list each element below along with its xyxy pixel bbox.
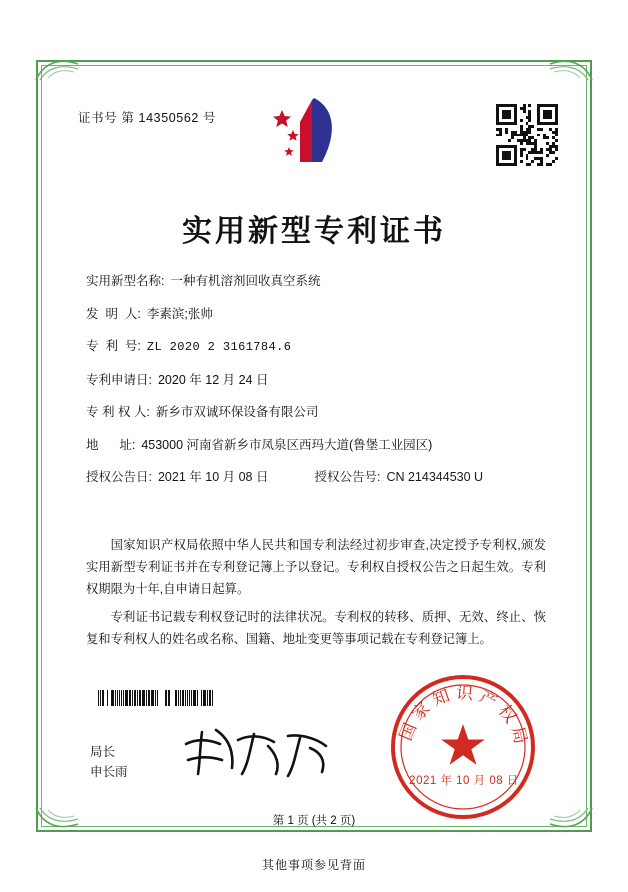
signatory-title: 局长 [90,745,116,759]
field-list [86,272,546,501]
page-title: 实用新型专利证书 [182,214,446,249]
page-number: 第 1 页 (共 2 页) [272,815,356,827]
handwritten-signature-icon [176,724,336,780]
field-value: 新乡市双诚环保设备有限公司 [155,405,319,419]
grant-date-segment [86,468,268,487]
field-label: 专 利 权 人: [86,405,150,419]
field-value: 2020 年 12 月 24 日 [157,372,269,387]
field-row-patentee [86,403,546,422]
field-label: 授权公告号: [314,470,381,484]
field-value: 2021 年 10 月 08 日 [157,470,269,484]
field-label: 授权公告日: [86,470,152,484]
paragraph-registry: 专利证书记载专利权登记时的法律状况。专利权的转移、质押、无效、终止、恢复和专利权人的姓名或名称、国籍、地址变更等事项记载在专利登记簿上。 [86,610,546,646]
field-row-patent-number [86,337,546,357]
barcode-icon [98,690,222,706]
field-row-application-date [86,371,546,390]
field-value: 453000 河南省新乡市凤泉区西玛大道(鲁堡工业园区) [141,437,433,452]
patent-office-logo-icon [268,92,360,172]
field-label: 发 明 人: [86,306,141,321]
field-row-grant-info [86,468,546,487]
signatory-name: 申长雨 [90,765,128,779]
field-row-name [86,272,546,291]
field-value: CN 214344530 U [386,470,484,484]
field-label: 实用新型名称: [86,274,165,288]
qr-code-icon [496,104,558,166]
field-row-address [86,436,546,455]
legal-text-block [86,534,546,656]
field-label: 专利申请日: [86,372,152,387]
grant-number-segment [314,468,483,487]
field-value: 一种有机溶剂回收真空系统 [170,274,321,288]
official-red-seal-icon [388,672,538,822]
paragraph-grant: 国家知识产权局依照中华人民共和国专利法经过初步审查,决定授予专利权,颁发实用新型专利证书并在专利登记簿上予以登记。专利权自授权公告之日起生效。专利权期限为十年,自申请日起算。 [86,538,546,596]
corner-ornament-top-right [548,56,594,82]
field-value: ZL 2020 2 3161784.6 [146,340,292,354]
seal-date: 2021 年 10 月 08 日 [409,775,519,787]
field-label: 专 利 号: [86,339,141,353]
field-row-inventor [86,305,546,324]
field-label: 地 址: [86,437,136,452]
footnote: 其他事项参见背面 [261,858,366,872]
field-value: 李素滨;张帅 [146,306,213,321]
svg-text:国家知识产权局: 国家知识产权局 [396,683,532,751]
certificate-number: 证书号 第 14350562 号 [78,111,217,125]
corner-ornament-top-left [34,56,80,82]
